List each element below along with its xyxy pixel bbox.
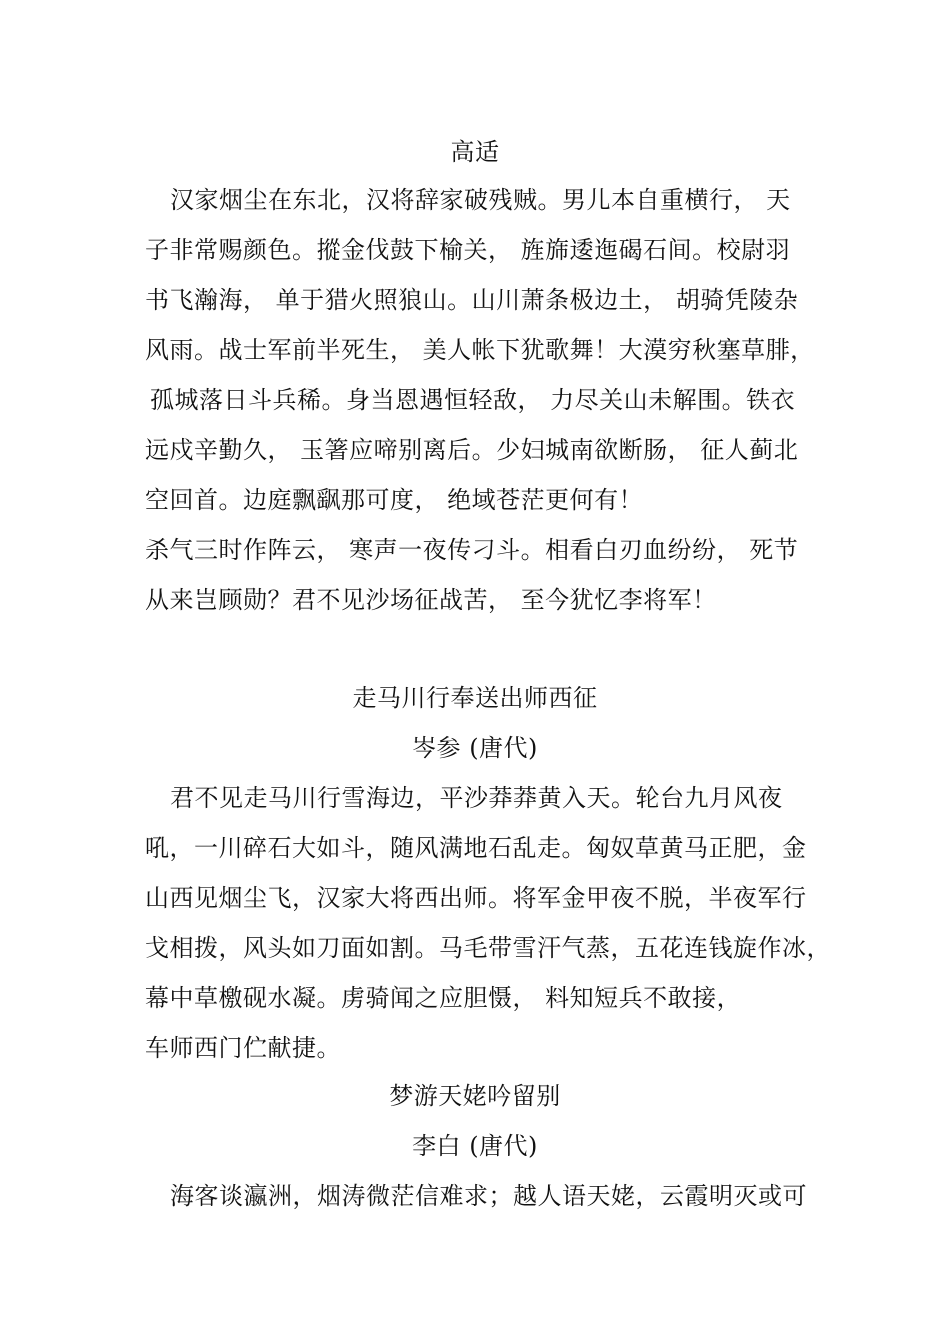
- poem1-line-7: 空回首。边庭飘飖那可度， 绝域苍茫更何有！: [145, 486, 644, 514]
- poem3-author: 李白 (唐代): [412, 1132, 538, 1160]
- poem3-title: 梦游天姥吟留别: [389, 1082, 561, 1110]
- poem2-line-5: 幕中草檄砚水凝。虏骑闻之应胆慑， 料知短兵不敢接，: [145, 984, 742, 1012]
- poem2-line-4: 戈相拨，风头如刀面如割。马毛带雪汗气蒸，五花连钱旋作冰，: [145, 934, 831, 962]
- poem2-author: 岑参 (唐代): [412, 734, 538, 762]
- poem2-line-3: 山西见烟尘飞，汉家大将西出师。将军金甲夜不脱，半夜军行: [145, 884, 807, 912]
- poem1-line-9: 从来岂顾勋？君不见沙场征战苦， 至今犹忆李将军！: [145, 586, 717, 614]
- poem2-title: 走马川行奉送出师西征: [352, 684, 598, 712]
- poem2-line-1: 君不见走马川行雪海边，平沙莽莽黄入天。轮台九月风夜: [170, 784, 783, 812]
- poem1-line-3: 书飞瀚海， 单于猎火照狼山。山川萧条极边土， 胡骑凭陵杂: [145, 286, 799, 314]
- poem1-line-8: 杀气三时作阵云， 寒声一夜传刁斗。相看白刃血纷纷， 死节: [145, 536, 799, 564]
- poem1-line-2: 子非常赐颜色。摐金伐鼓下榆关， 旌旆逶迤碣石间。校尉羽: [145, 236, 791, 264]
- poem1-author: 高适: [450, 138, 500, 166]
- poem1-line-5: 孤城落日斗兵稀。身当恩遇恒轻敌， 力尽关山未解围。铁衣: [150, 386, 796, 414]
- poem2-line-6: 车师西门伫献捷。: [145, 1034, 341, 1062]
- poem2-line-2: 吼，一川碎石大如斗，随风满地石乱走。匈奴草黄马正肥，金: [145, 834, 807, 862]
- poem1-line-6: 远戍辛勤久， 玉箸应啼别离后。少妇城南欲断肠， 征人蓟北: [145, 436, 799, 464]
- poem3-line-1: 海客谈瀛洲，烟涛微茫信难求；越人语天姥，云霞明灭或可: [170, 1182, 807, 1210]
- poem1-line-1: 汉家烟尘在东北，汉将辞家破残贼。男儿本自重横行， 天: [170, 186, 791, 214]
- poem1-line-4: 风雨。战士军前半死生， 美人帐下犹歌舞！大漠穷秋塞草腓，: [145, 336, 815, 364]
